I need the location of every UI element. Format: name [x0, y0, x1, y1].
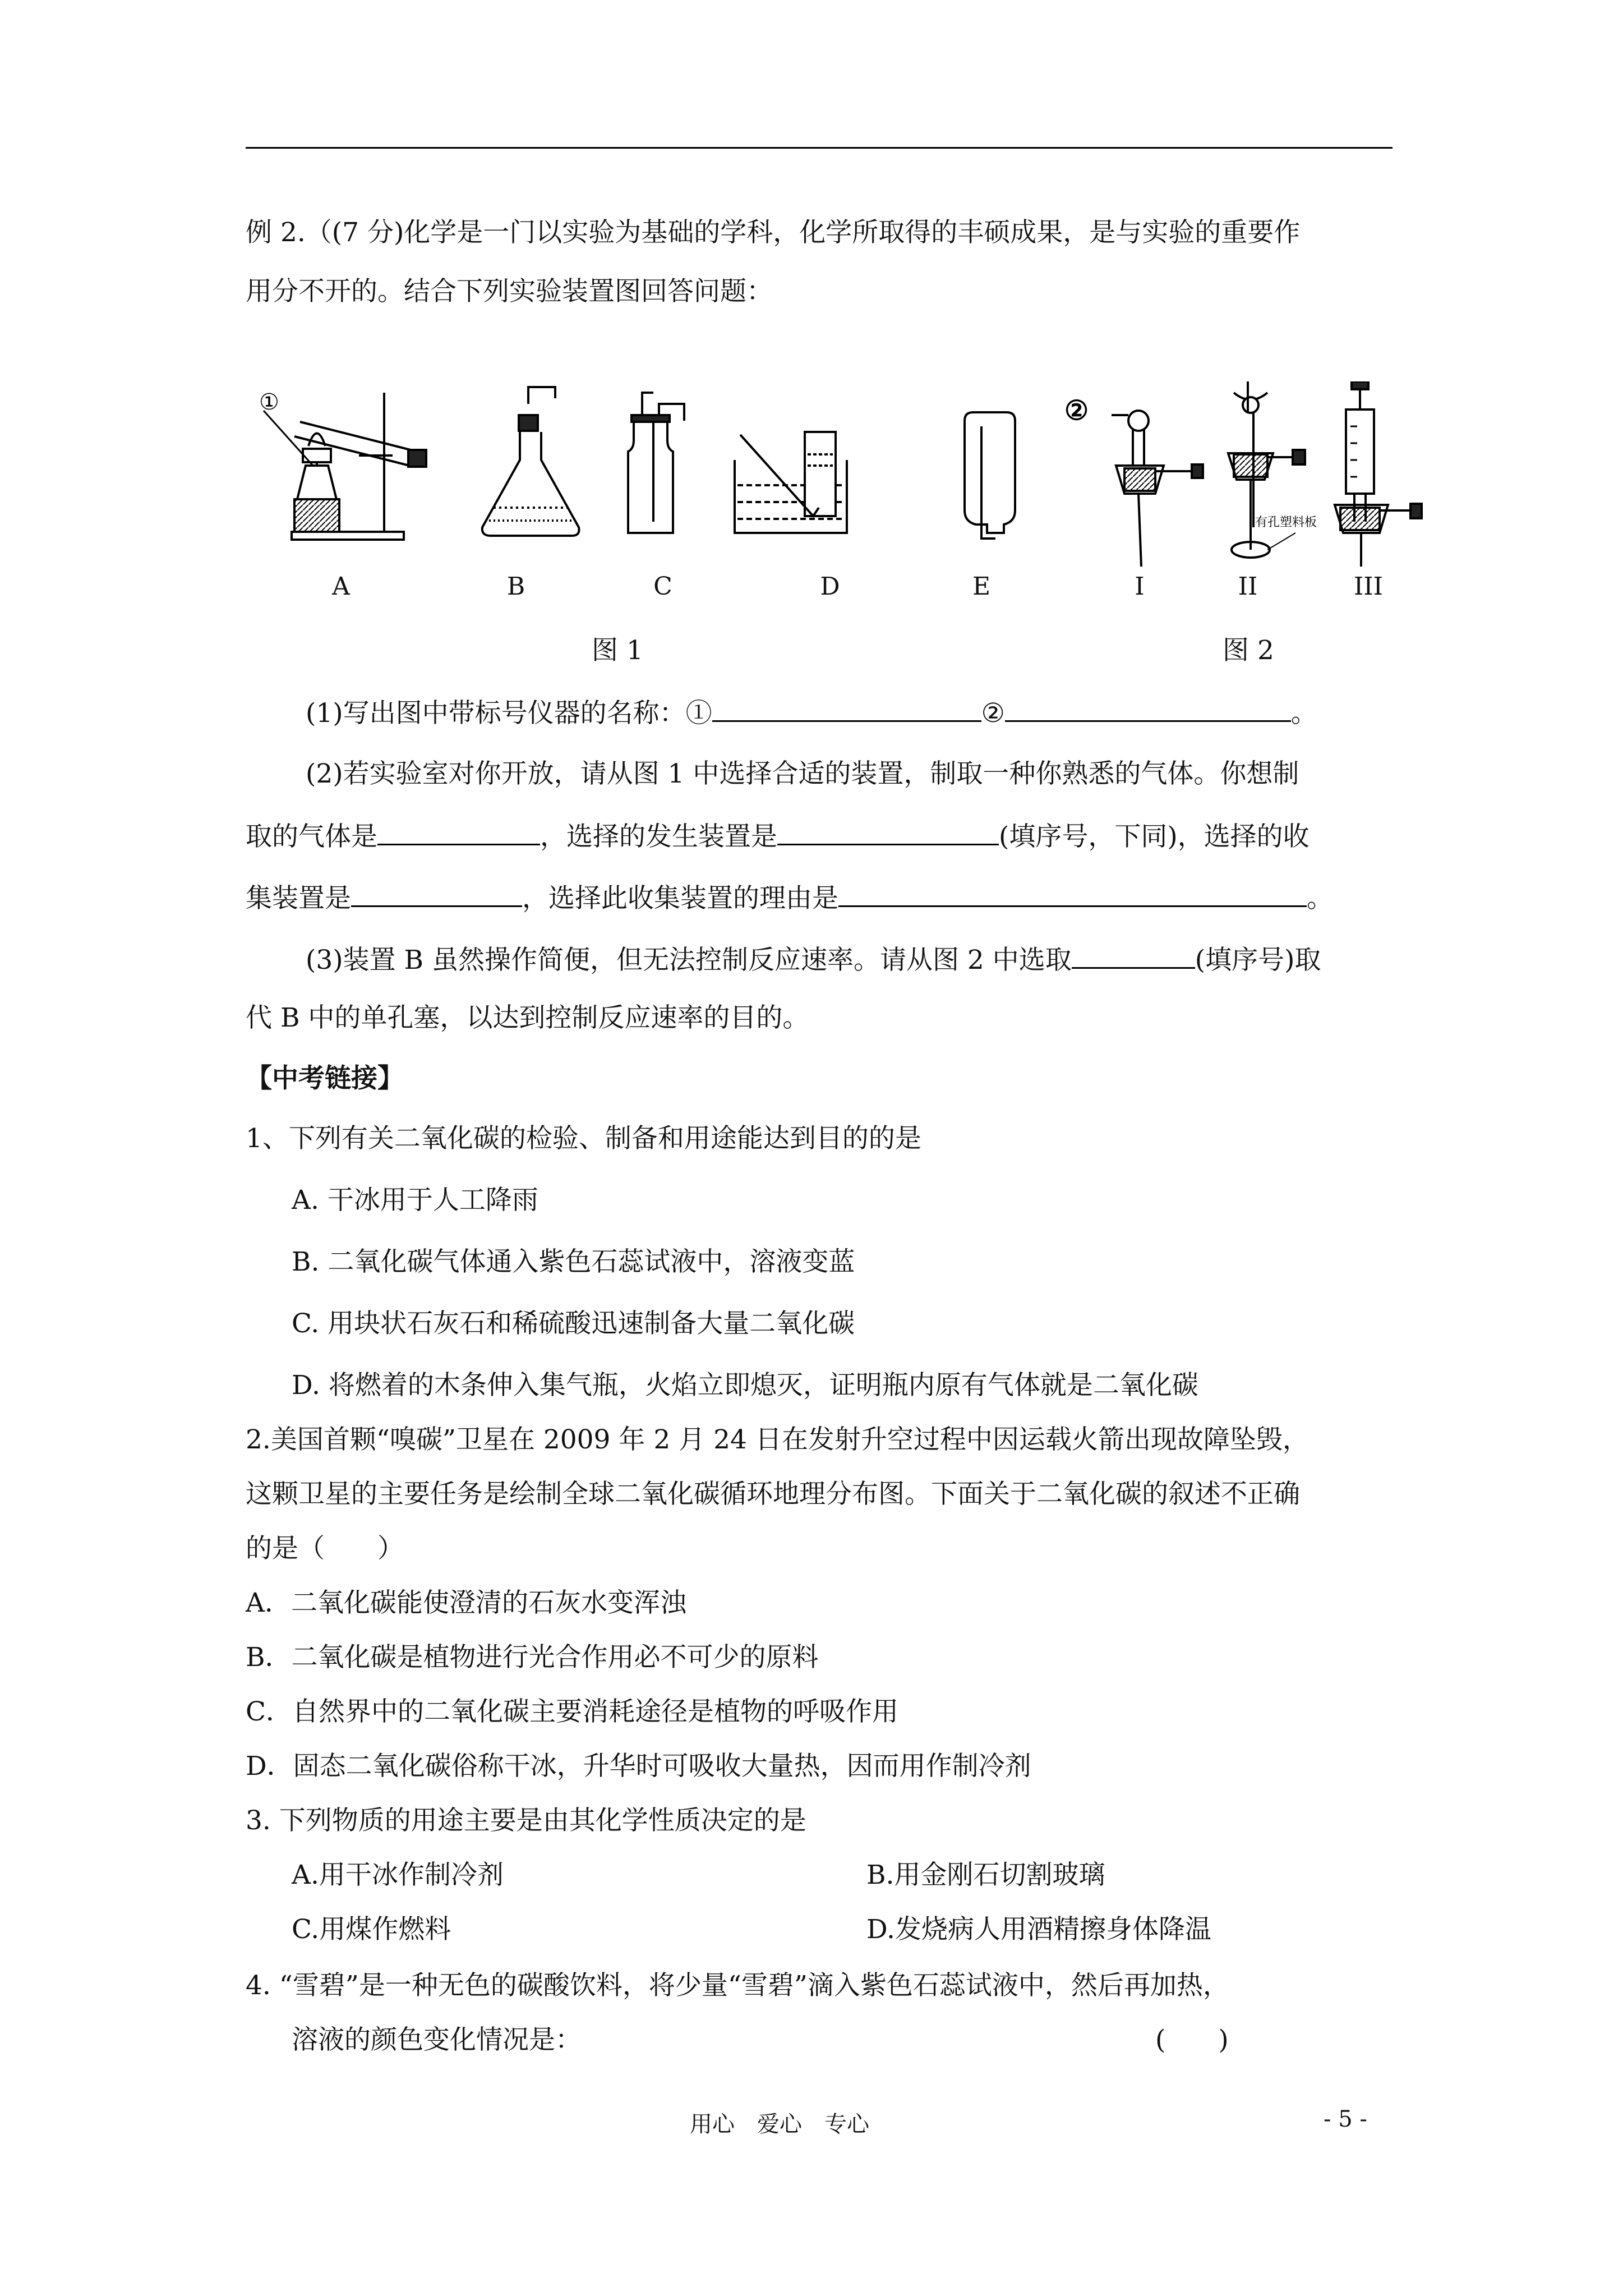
apparatus-i: [1112, 411, 1203, 567]
apparatus-b: [482, 387, 579, 536]
device-blank[interactable]: [1072, 942, 1195, 969]
header-rule: [246, 147, 1393, 149]
marker-1: ①: [259, 389, 279, 415]
label-iii: III: [1353, 572, 1384, 601]
question-1: (1)写出图中带标号仪器的名称：① ② 。: [306, 696, 1317, 730]
problem-1-option-c: C. 用块状石灰石和稀硫酸迅速制备大量二氧化碳: [292, 1308, 855, 1339]
apparatus-c: [628, 393, 684, 533]
apparatus-ii: [1228, 381, 1305, 558]
fig1-caption: 图 1: [592, 635, 643, 666]
problem-2-option-c: C．自然界中的二氧化碳主要消耗途径是植物的呼吸作用: [246, 1696, 898, 1727]
question-3-line-2: 代 B 中的单孔塞，以达到控制反应速率的目的。: [246, 1002, 809, 1033]
collector-blank[interactable]: [351, 881, 522, 907]
label-ii: II: [1238, 572, 1258, 601]
label-i: I: [1135, 572, 1145, 601]
problem-2-stem-3: 的是（ ）: [246, 1533, 404, 1564]
question-2-line-3: 集装置是 ，选择此收集装置的理由是 。: [246, 881, 1333, 915]
apparatus-d: [735, 432, 847, 533]
answer-paren[interactable]: ( ): [1155, 2024, 1229, 2055]
answer-blank-1[interactable]: [712, 696, 981, 722]
problem-1-option-a: A. 干冰用于人工降雨: [292, 1185, 538, 1216]
label-e: E: [972, 572, 991, 601]
problem-2-option-d: D．固态二氧化碳俗称干冰，升华时可吸收大量热，因而用作制冷剂: [246, 1751, 1031, 1782]
example-line-1: 例 2.（(7 分)化学是一门以实验为基础的学科，化学所取得的丰硕成果，是与实验的重要作: [246, 217, 1301, 248]
problem-2-stem-1: 2.美国首颗“嗅碳”卫星在 2009 年 2 月 24 日在发射升空过程中因运载火箭出现故障坠毁，: [246, 1424, 1309, 1455]
question-2-line-1: (2)若实验室对你开放，请从图 1 中选择合适的装置，制取一种你熟悉的气体。你想制: [306, 758, 1299, 789]
example-line-2: 用分不开的。结合下列实验装置图回答问题：: [246, 276, 773, 307]
problem-2-stem-2: 这颗卫星的主要任务是绘制全球二氧化碳循环地理分布图。下面关于二氧化碳的叙述不正确: [246, 1479, 1300, 1510]
gas-blank[interactable]: [377, 819, 540, 845]
problem-3-option-a: A.用干冰作制冷剂: [292, 1860, 504, 1890]
apparatus-a: [264, 393, 426, 540]
label-a: A: [332, 572, 350, 601]
problem-2-option-b: B．二氧化碳是植物进行光合作用必不可少的原料: [246, 1642, 819, 1673]
answer-blank-2[interactable]: [1005, 696, 1291, 722]
label-c: C: [653, 572, 672, 601]
problem-4-line-2: 溶液的颜色变化情况是：: [292, 2024, 582, 2055]
plate-label: 有孔塑料板: [1255, 516, 1317, 530]
label-b: B: [506, 572, 525, 601]
footer-motto: 用心 爱心 专心: [690, 2111, 869, 2137]
fig2-caption: 图 2: [1223, 635, 1274, 666]
page-number: - 5 -: [1324, 2106, 1367, 2132]
marker-2: ②: [1064, 395, 1089, 426]
section-title: 【中考链接】: [246, 1063, 404, 1094]
problem-3-option-d: D.发烧病人用酒精擦身体降温: [866, 1914, 1211, 1945]
apparatus-iii: [1335, 381, 1422, 567]
problem-4-line-1: 4. “雪碧”是一种无色的碳酸饮料，将少量“雪碧”滴入紫色石蕊试液中，然后再加热，: [246, 1970, 1229, 2001]
question-2-line-2: 取的气体是 ，选择的发生装置是 (填序号，下同)，选择的收: [246, 819, 1310, 854]
problem-1-option-b: B. 二氧化碳气体通入紫色石蕊试液中，溶液变蓝: [292, 1246, 855, 1277]
problem-3-stem: 3. 下列物质的用途主要是由其化学性质决定的是: [246, 1805, 806, 1836]
problem-3-option-b: B.用金刚石切割玻璃: [866, 1860, 1105, 1890]
problem-1-option-d: D. 将燃着的木条伸入集气瓶，火焰立即熄灭，证明瓶内原有气体就是二氧化碳: [292, 1370, 1198, 1401]
problem-3-option-c: C.用煤作燃料: [292, 1914, 451, 1945]
problem-1-stem: 1、下列有关二氧化碳的检验、制备和用途能达到目的的是: [246, 1123, 921, 1154]
label-d: D: [820, 572, 840, 601]
problem-2-option-a: A．二氧化碳能使澄清的石灰水变浑浊: [246, 1588, 686, 1618]
reason-blank[interactable]: [838, 881, 1307, 907]
question-3-line-1: (3)装置 B 虽然操作简便，但无法控制反应速率。请从图 2 中选取 (填序号)取: [306, 942, 1321, 977]
generator-blank[interactable]: [777, 819, 999, 845]
apparatus-e: [965, 412, 1015, 539]
